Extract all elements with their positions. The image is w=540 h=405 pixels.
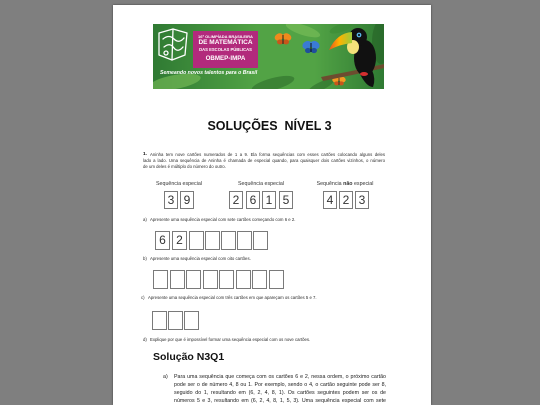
item-text: Apresente uma sequência especial com três cartões em que apareçam os cartões 5 e 7.: [148, 295, 317, 300]
statement-line: Aninha tem nove cartões numerados de 1 a 9. Ela forma sequências com esses cartões colocando alguns deles: [150, 152, 385, 157]
item-text: Apresente uma sequência especial com oito cartões.: [150, 256, 251, 261]
subject-line: DE MATEMÁTICA: [198, 39, 253, 46]
item-letter: c): [141, 295, 145, 300]
answer-box: [203, 270, 218, 289]
banner-illustration: [153, 24, 384, 89]
schools-line: DAS ESCOLAS PÚBLICAS: [199, 47, 252, 52]
answer-box: [168, 311, 183, 330]
number-card: 1: [262, 191, 276, 209]
page-title: SOLUÇÕES NÍVEL 3: [207, 119, 332, 133]
item-letter: d): [143, 337, 147, 342]
solution-line: pode ser o de número 4, 8 ou 1. Por exemplo, sendo o 4, o cartão seguinte pode ser 8,: [174, 382, 386, 388]
item-letter: b): [143, 256, 147, 261]
example-label: Sequência especial: [156, 181, 202, 187]
number-card: 3: [355, 191, 369, 209]
answer-box: [237, 231, 252, 250]
number-card: 3: [164, 191, 178, 209]
answer-box: [152, 311, 167, 330]
example-label: Sequência especial: [238, 181, 284, 187]
answer-box: [269, 270, 284, 289]
solution-line: Para uma sequência que começa com os cartões 6 e 2, nessa ordem, o próximo cartão: [174, 374, 386, 380]
statement-line: lado a lado. Uma sequência de Aninha é chamada de especial quando, para quaisquer dois cartões vizinhos, o número: [143, 158, 385, 163]
label-start: Sequência: [316, 181, 344, 187]
number-card: 6: [246, 191, 260, 209]
answer-box: [170, 270, 185, 289]
answer-box: 6: [155, 231, 170, 250]
solution-heading: Solução N3Q1: [153, 351, 225, 363]
label-emphasis: não: [343, 181, 353, 187]
example-label-not-special: [310, 181, 380, 187]
answer-box: [219, 270, 234, 289]
label-end: especial: [352, 181, 374, 187]
butterfly-icon: [301, 39, 321, 53]
item-letter: a): [143, 217, 147, 222]
solution-item-letter: a): [163, 374, 168, 380]
olympiad-name-box: [193, 31, 258, 68]
butterfly-icon: [273, 32, 292, 45]
solution-line: seguido do 1, resultando em (6, 2, 4, 8, 1). Os cartões seguintes podem ser os de: [174, 390, 386, 396]
organization-name: OBMEP-IMPA: [205, 55, 246, 62]
answer-box: [189, 231, 204, 250]
problem-number: 1.: [143, 152, 148, 157]
answer-box: [221, 231, 236, 250]
edition-line: 16ª OLIMPÍADA BRASILEIRA: [198, 34, 253, 39]
pdf-page: [113, 5, 431, 405]
number-card: 5: [279, 191, 293, 209]
answer-box: [236, 270, 251, 289]
answer-box: [184, 311, 199, 330]
banner-slogan: Semeando novos talentos para o Brasil: [160, 70, 258, 76]
answer-box: [205, 231, 220, 250]
number-card: 9: [180, 191, 194, 209]
number-card: 2: [339, 191, 353, 209]
solution-line: números 5 e 3, resultando em (6, 2, 4, 8, 1, 5, 3). Uma sequência especial com sete: [174, 398, 386, 404]
item-text: Explique por que é impossível formar uma sequência especial com os nove cartões.: [150, 337, 311, 342]
answer-box: [253, 231, 268, 250]
answer-box: 2: [172, 231, 187, 250]
answer-box: [186, 270, 201, 289]
statement-line: de um deles é múltiplo do número do outro.: [143, 164, 226, 169]
header-banner: [153, 24, 384, 89]
answer-box: [252, 270, 267, 289]
number-card: 2: [229, 191, 243, 209]
number-card: 4: [323, 191, 337, 209]
obmep-logo-icon: [159, 29, 187, 60]
item-text: Apresente uma sequência especial com sete cartões começando com 6 e 2.: [150, 217, 296, 222]
answer-box: [153, 270, 168, 289]
